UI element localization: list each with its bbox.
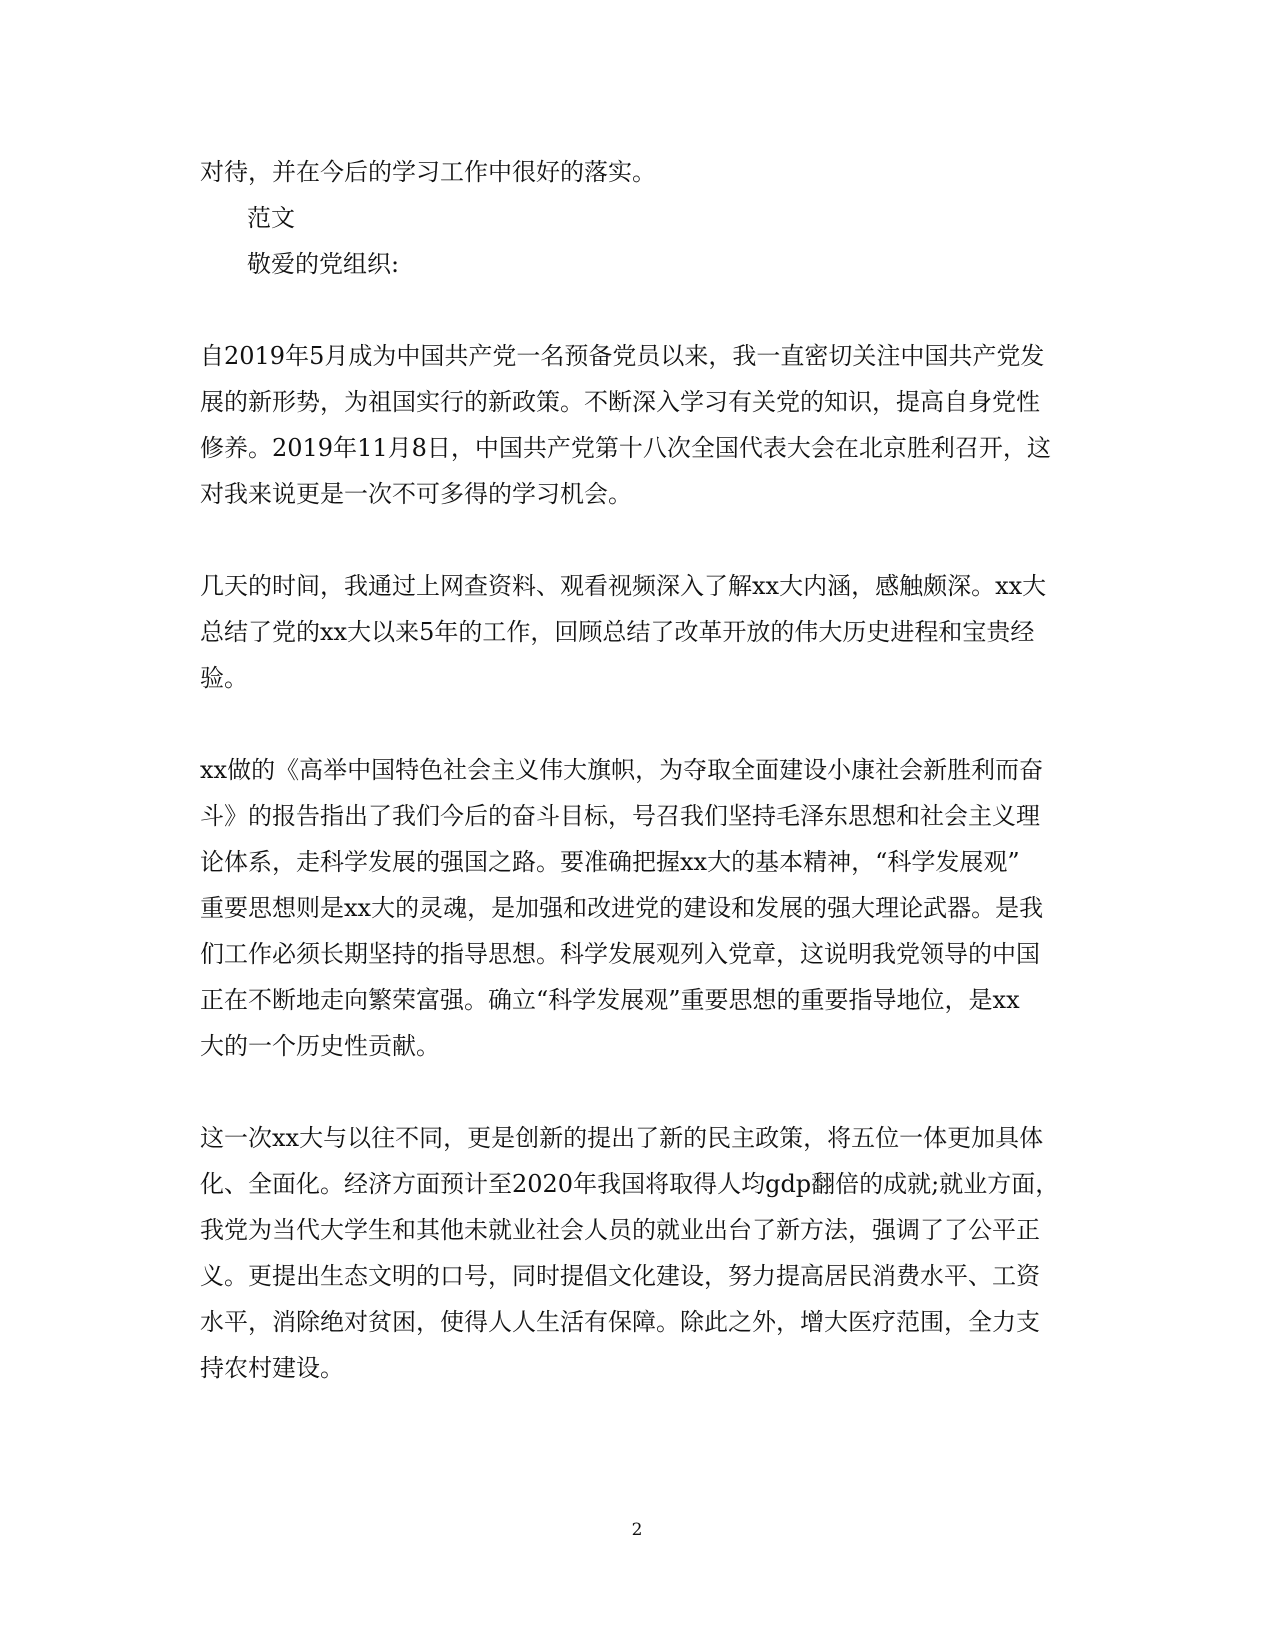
paragraph-line: 我党为当代大学生和其他未就业社会人员的就业出台了新方法，强调了了公平正 bbox=[200, 1216, 1040, 1244]
paragraph-line: 论体系，走科学发展的强国之路。要准确把握xx大的基本精神，“科学发展观” bbox=[200, 848, 1020, 876]
sample-heading: 范文 bbox=[247, 204, 295, 232]
paragraph-line: 大的一个历史性贡献。 bbox=[200, 1032, 440, 1060]
paragraph-line: xx做的《高举中国特色社会主义伟大旗帜，为夺取全面建设小康社会新胜利而奋 bbox=[200, 756, 1044, 784]
paragraph-line: 展的新形势，为祖国实行的新政策。不断深入学习有关党的知识，提高自身党性 bbox=[200, 388, 1040, 416]
paragraph-line: 对我来说更是一次不可多得的学习机会。 bbox=[200, 480, 632, 508]
paragraph-line: 修养。2019年11月8日，中国共产党第十八次全国代表大会在北京胜利召开，这 bbox=[200, 434, 1051, 462]
paragraph-line: 们工作必须长期坚持的指导思想。科学发展观列入党章，这说明我党领导的中国 bbox=[200, 940, 1040, 968]
paragraph-line: 重要思想则是xx大的灵魂，是加强和改进党的建设和发展的强大理论武器。是我 bbox=[200, 894, 1044, 922]
paragraph-line: 持农村建设。 bbox=[200, 1354, 344, 1382]
paragraph-line: 验。 bbox=[200, 664, 248, 692]
salutation: 敬爱的党组织: bbox=[247, 250, 400, 278]
paragraph-line: 这一次xx大与以往不同，更是创新的提出了新的民主政策，将五位一体更加具体 bbox=[200, 1124, 1044, 1152]
paragraph-line: 正在不断地走向繁荣富强。确立“科学发展观”重要思想的重要指导地位，是xx bbox=[200, 986, 1020, 1014]
paragraph-line: 义。更提出生态文明的口号，同时提倡文化建设，努力提高居民消费水平、工资 bbox=[200, 1262, 1040, 1290]
page-number: 2 bbox=[631, 1520, 643, 1540]
opening-line: 对待，并在今后的学习工作中很好的落实。 bbox=[200, 158, 656, 186]
paragraph-line: 斗》的报告指出了我们今后的奋斗目标，号召我们坚持毛泽东思想和社会主义理 bbox=[200, 802, 1040, 830]
paragraph-line: 总结了党的xx大以来5年的工作，回顾总结了改革开放的伟大历史进程和宝贵经 bbox=[200, 618, 1035, 646]
paragraph-line: 几天的时间，我通过上网查资料、观看视频深入了解xx大内涵，感触颇深。xx大 bbox=[200, 572, 1047, 600]
paragraph-line: 水平，消除绝对贫困，使得人人生活有保障。除此之外，增大医疗范围，全力支 bbox=[200, 1308, 1040, 1336]
paragraph-line: 自2019年5月成为中国共产党一名预备党员以来，我一直密切关注中国共产党发 bbox=[200, 342, 1045, 370]
paragraph-line: 化、全面化。经济方面预计至2020年我国将取得人均gdp翻倍的成就;就业方面， bbox=[200, 1170, 1060, 1198]
